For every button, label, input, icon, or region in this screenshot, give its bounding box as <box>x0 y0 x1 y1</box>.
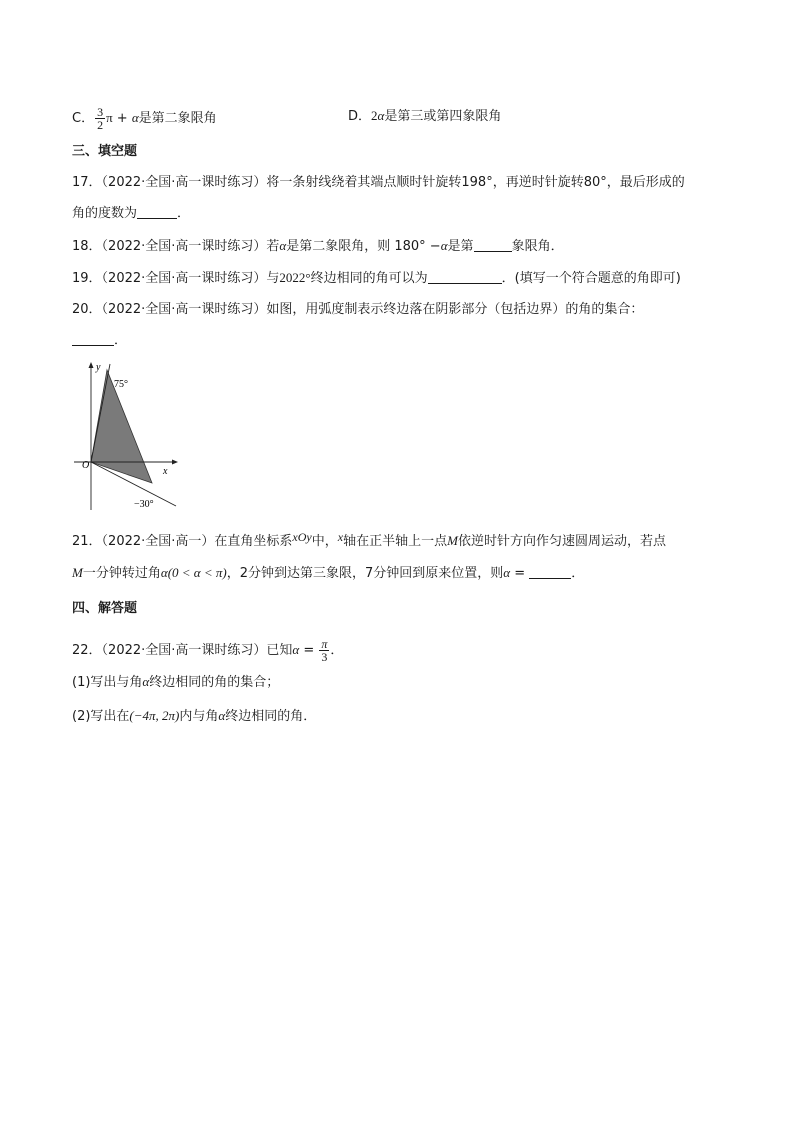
question-21-line1: 21．（2022·全国·高一）在直角坐标系xOy中，x轴在正半轴上一点M依逆时针方向作匀速圆周运动，若点 <box>72 530 666 549</box>
question-21-line2: M一分钟转过角α(0 < α < π)，2分钟到达第三象限，7分钟回到原来位置，则α = ． <box>72 565 585 581</box>
answer-blank-20[interactable] <box>72 333 114 346</box>
y-axis-arrow-icon <box>89 362 94 368</box>
question-20-line1: 20．（2022·全国·高一课时练习）如图，用弧度制表示终边落在阴影部分（包括边界）的角的集合： <box>72 302 644 317</box>
option-d: D．2α是第三或第四象限角 <box>348 108 502 124</box>
section-heading-solutions: 四、解答题 <box>72 601 138 616</box>
question-22: 22．（2022·全国·高一课时练习）已知α = $\frac{\pi}{3}$ ． <box>72 637 344 664</box>
question-18: 18．（2022·全国·高一课时练习）若α是第二象限角，则 180° −α是第 象限角． <box>72 238 564 254</box>
question-22-part1: (1)写出与角α终边相同的角的集合； <box>72 674 280 690</box>
answer-blank-19[interactable] <box>428 271 502 284</box>
question-19: 19．（2022·全国·高一课时练习）与2022°终边相同的角可以为 ．(填写一个符合题意的角即可) <box>72 270 681 286</box>
fraction-3-2: $\frac{3}{2}$ <box>97 105 104 132</box>
section-heading-fill-in: 三、填空题 <box>72 144 138 159</box>
angle-region-diagram <box>70 360 190 515</box>
answer-blank-18[interactable] <box>474 239 512 252</box>
question-22-part2: (2)写出在(−4π, 2π)内与角α终边相同的角． <box>72 708 317 724</box>
option-c: C． $\frac{3}{2}$ π + α是第二象限角 <box>72 105 217 132</box>
question-20-line2: ． <box>72 331 127 351</box>
fraction-pi-3: $\frac{\pi}{3}$ <box>321 637 328 664</box>
angle-label-75: 75° <box>114 379 128 390</box>
answer-blank-21[interactable] <box>529 566 571 579</box>
y-axis-label: y <box>96 362 101 373</box>
x-axis-arrow-icon <box>172 460 178 465</box>
question-17-line2: 角的度数为 ． <box>72 206 191 221</box>
question-17-line1: 17．（2022·全国·高一课时练习）将一条射线绕着其端点顺时针旋转198°，再逆时针旋转80°，最后形成的 <box>72 175 685 190</box>
answer-blank-17[interactable] <box>137 206 177 219</box>
x-axis-label: x <box>163 466 168 477</box>
angle-label-minus-30: −30° <box>134 499 154 510</box>
origin-label: O <box>82 460 90 471</box>
